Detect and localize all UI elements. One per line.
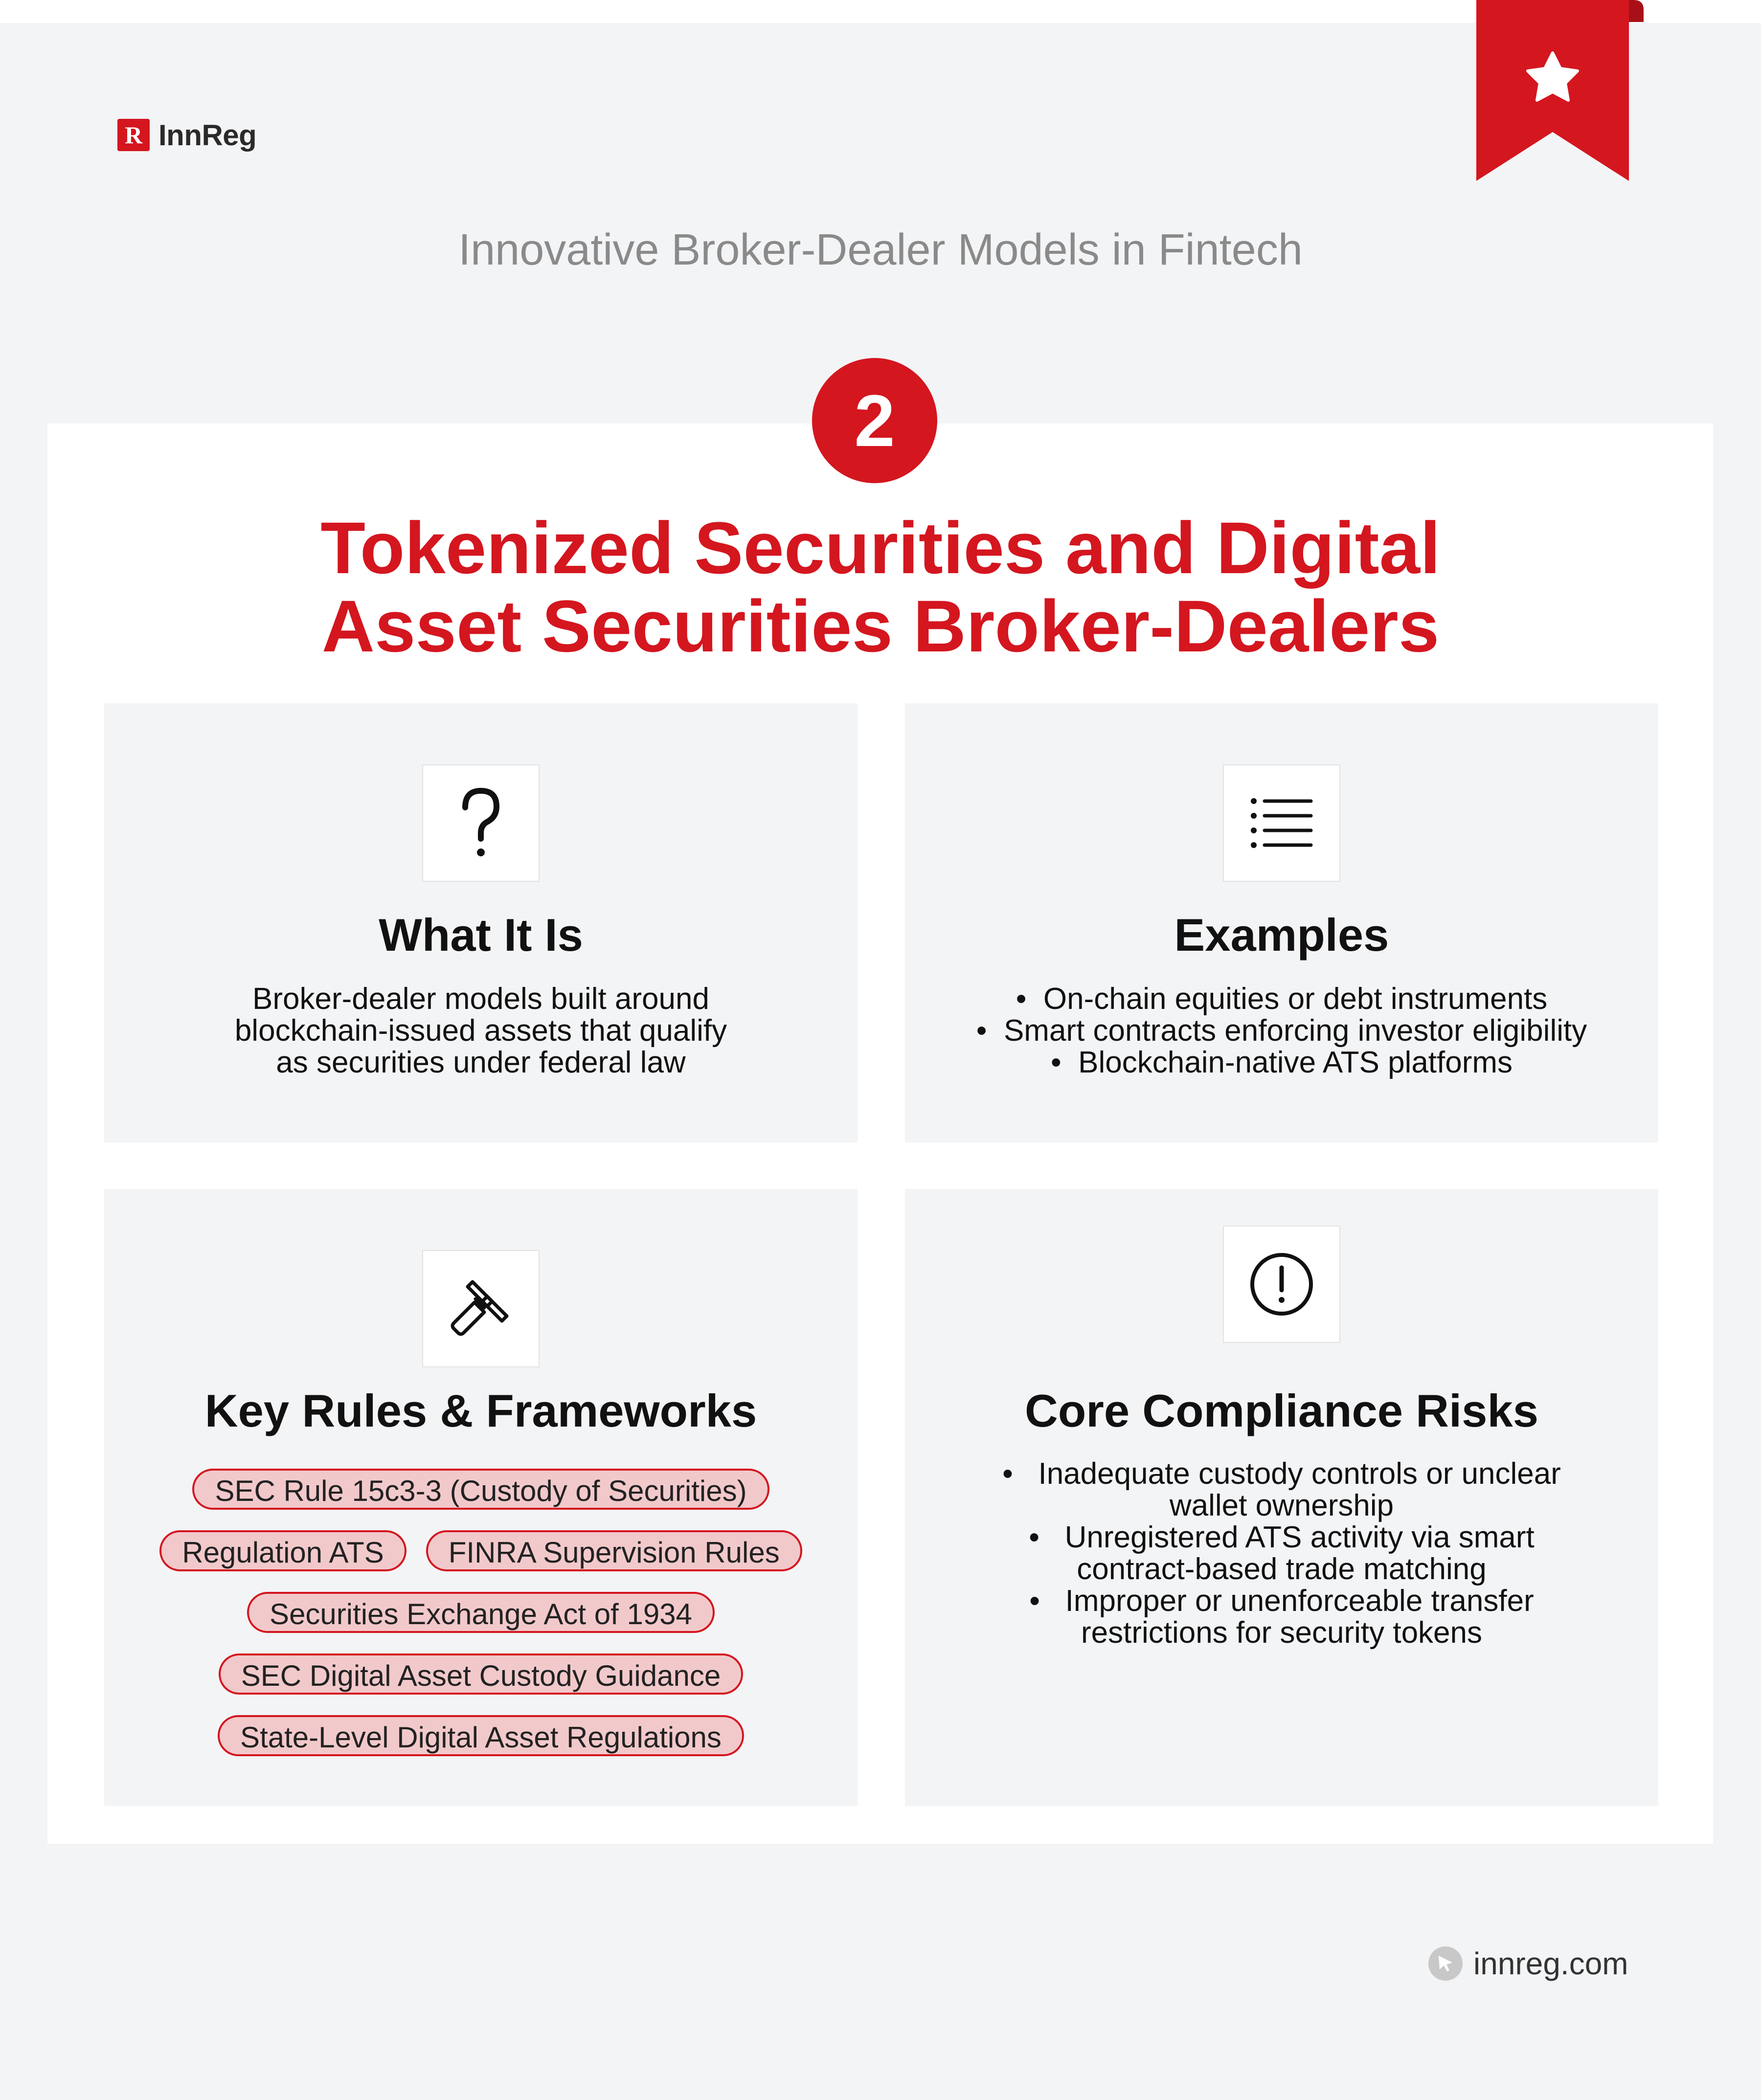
risk-line: Unregistered ATS activity via smart (1064, 1520, 1535, 1554)
rules-tags (104, 1469, 858, 1777)
innreg-logo[interactable] (117, 117, 256, 153)
footer-link[interactable] (1428, 1942, 1628, 1986)
gavel-icon (444, 1272, 518, 1345)
rule-tag: FINRA Supervision Rules (426, 1530, 802, 1571)
risk-line: contract-based trade matching (1077, 1552, 1487, 1586)
rule-tag: Regulation ATS (159, 1530, 406, 1571)
examples-title: Examples (1174, 909, 1389, 961)
question-icon-box (422, 764, 540, 882)
list-item (905, 1585, 1658, 1649)
compliance-risks-title: Core Compliance Risks (1024, 1385, 1539, 1436)
bookmark-ribbon (1472, 0, 1644, 181)
alert-icon (1247, 1250, 1316, 1318)
list-item: • Blockchain-native ATS platforms (905, 1047, 1658, 1078)
rule-tag: SEC Digital Asset Custody Guidance (219, 1653, 743, 1695)
alert-icon-box (1223, 1226, 1340, 1343)
key-rules-title: Key Rules & Frameworks (204, 1385, 757, 1436)
number-badge: 2 (812, 358, 937, 483)
what-it-is-text (104, 983, 858, 1078)
rule-tag: SEC Rule 15c3-3 (Custody of Securities) (192, 1469, 769, 1510)
what-it-is-panel (104, 703, 858, 1142)
gavel-icon-box (422, 1250, 540, 1367)
compliance-risks-panel (905, 1189, 1658, 1806)
list-icon (1250, 796, 1313, 850)
key-rules-panel (104, 1189, 858, 1806)
headline-line-2: Asset Securities Broker-Dealers (321, 585, 1440, 667)
page-title: Innovative Broker-Dealer Models in Fintech (458, 225, 1303, 274)
question-icon (452, 784, 510, 862)
headline (0, 509, 1761, 665)
examples-list (905, 983, 1658, 1078)
risks-list (905, 1458, 1658, 1649)
what-it-is-line: Broker-dealer models built around (252, 982, 709, 1016)
list-item: • Smart contracts enforcing investor eligibility (905, 1015, 1658, 1047)
list-item (905, 1521, 1658, 1585)
rule-tag: Securities Exchange Act of 1934 (247, 1592, 715, 1633)
rule-tag: State-Level Digital Asset Regulations (218, 1715, 744, 1756)
logo-mark: R (117, 119, 150, 151)
what-it-is-line: blockchain-issued assets that qualify (234, 1014, 727, 1048)
headline-line-1: Tokenized Securities and Digital (320, 507, 1441, 589)
what-it-is-title: What It Is (379, 909, 583, 961)
risk-line: Improper or unenforceable transfer (1065, 1584, 1534, 1618)
list-item (905, 1458, 1658, 1521)
footer-url: innreg.com (1473, 1946, 1628, 1981)
risk-line: Inadequate custody controls or unclear (1038, 1457, 1561, 1491)
list-icon-box (1223, 764, 1340, 882)
risk-line: restrictions for security tokens (1081, 1616, 1483, 1650)
what-it-is-line: as securities under federal law (276, 1046, 686, 1079)
cursor-icon (1428, 1946, 1463, 1981)
examples-panel (905, 703, 1658, 1142)
risk-line: wallet ownership (1169, 1489, 1394, 1522)
list-item: • On-chain equities or debt instruments (905, 983, 1658, 1015)
logo-text: InnReg (158, 118, 257, 152)
